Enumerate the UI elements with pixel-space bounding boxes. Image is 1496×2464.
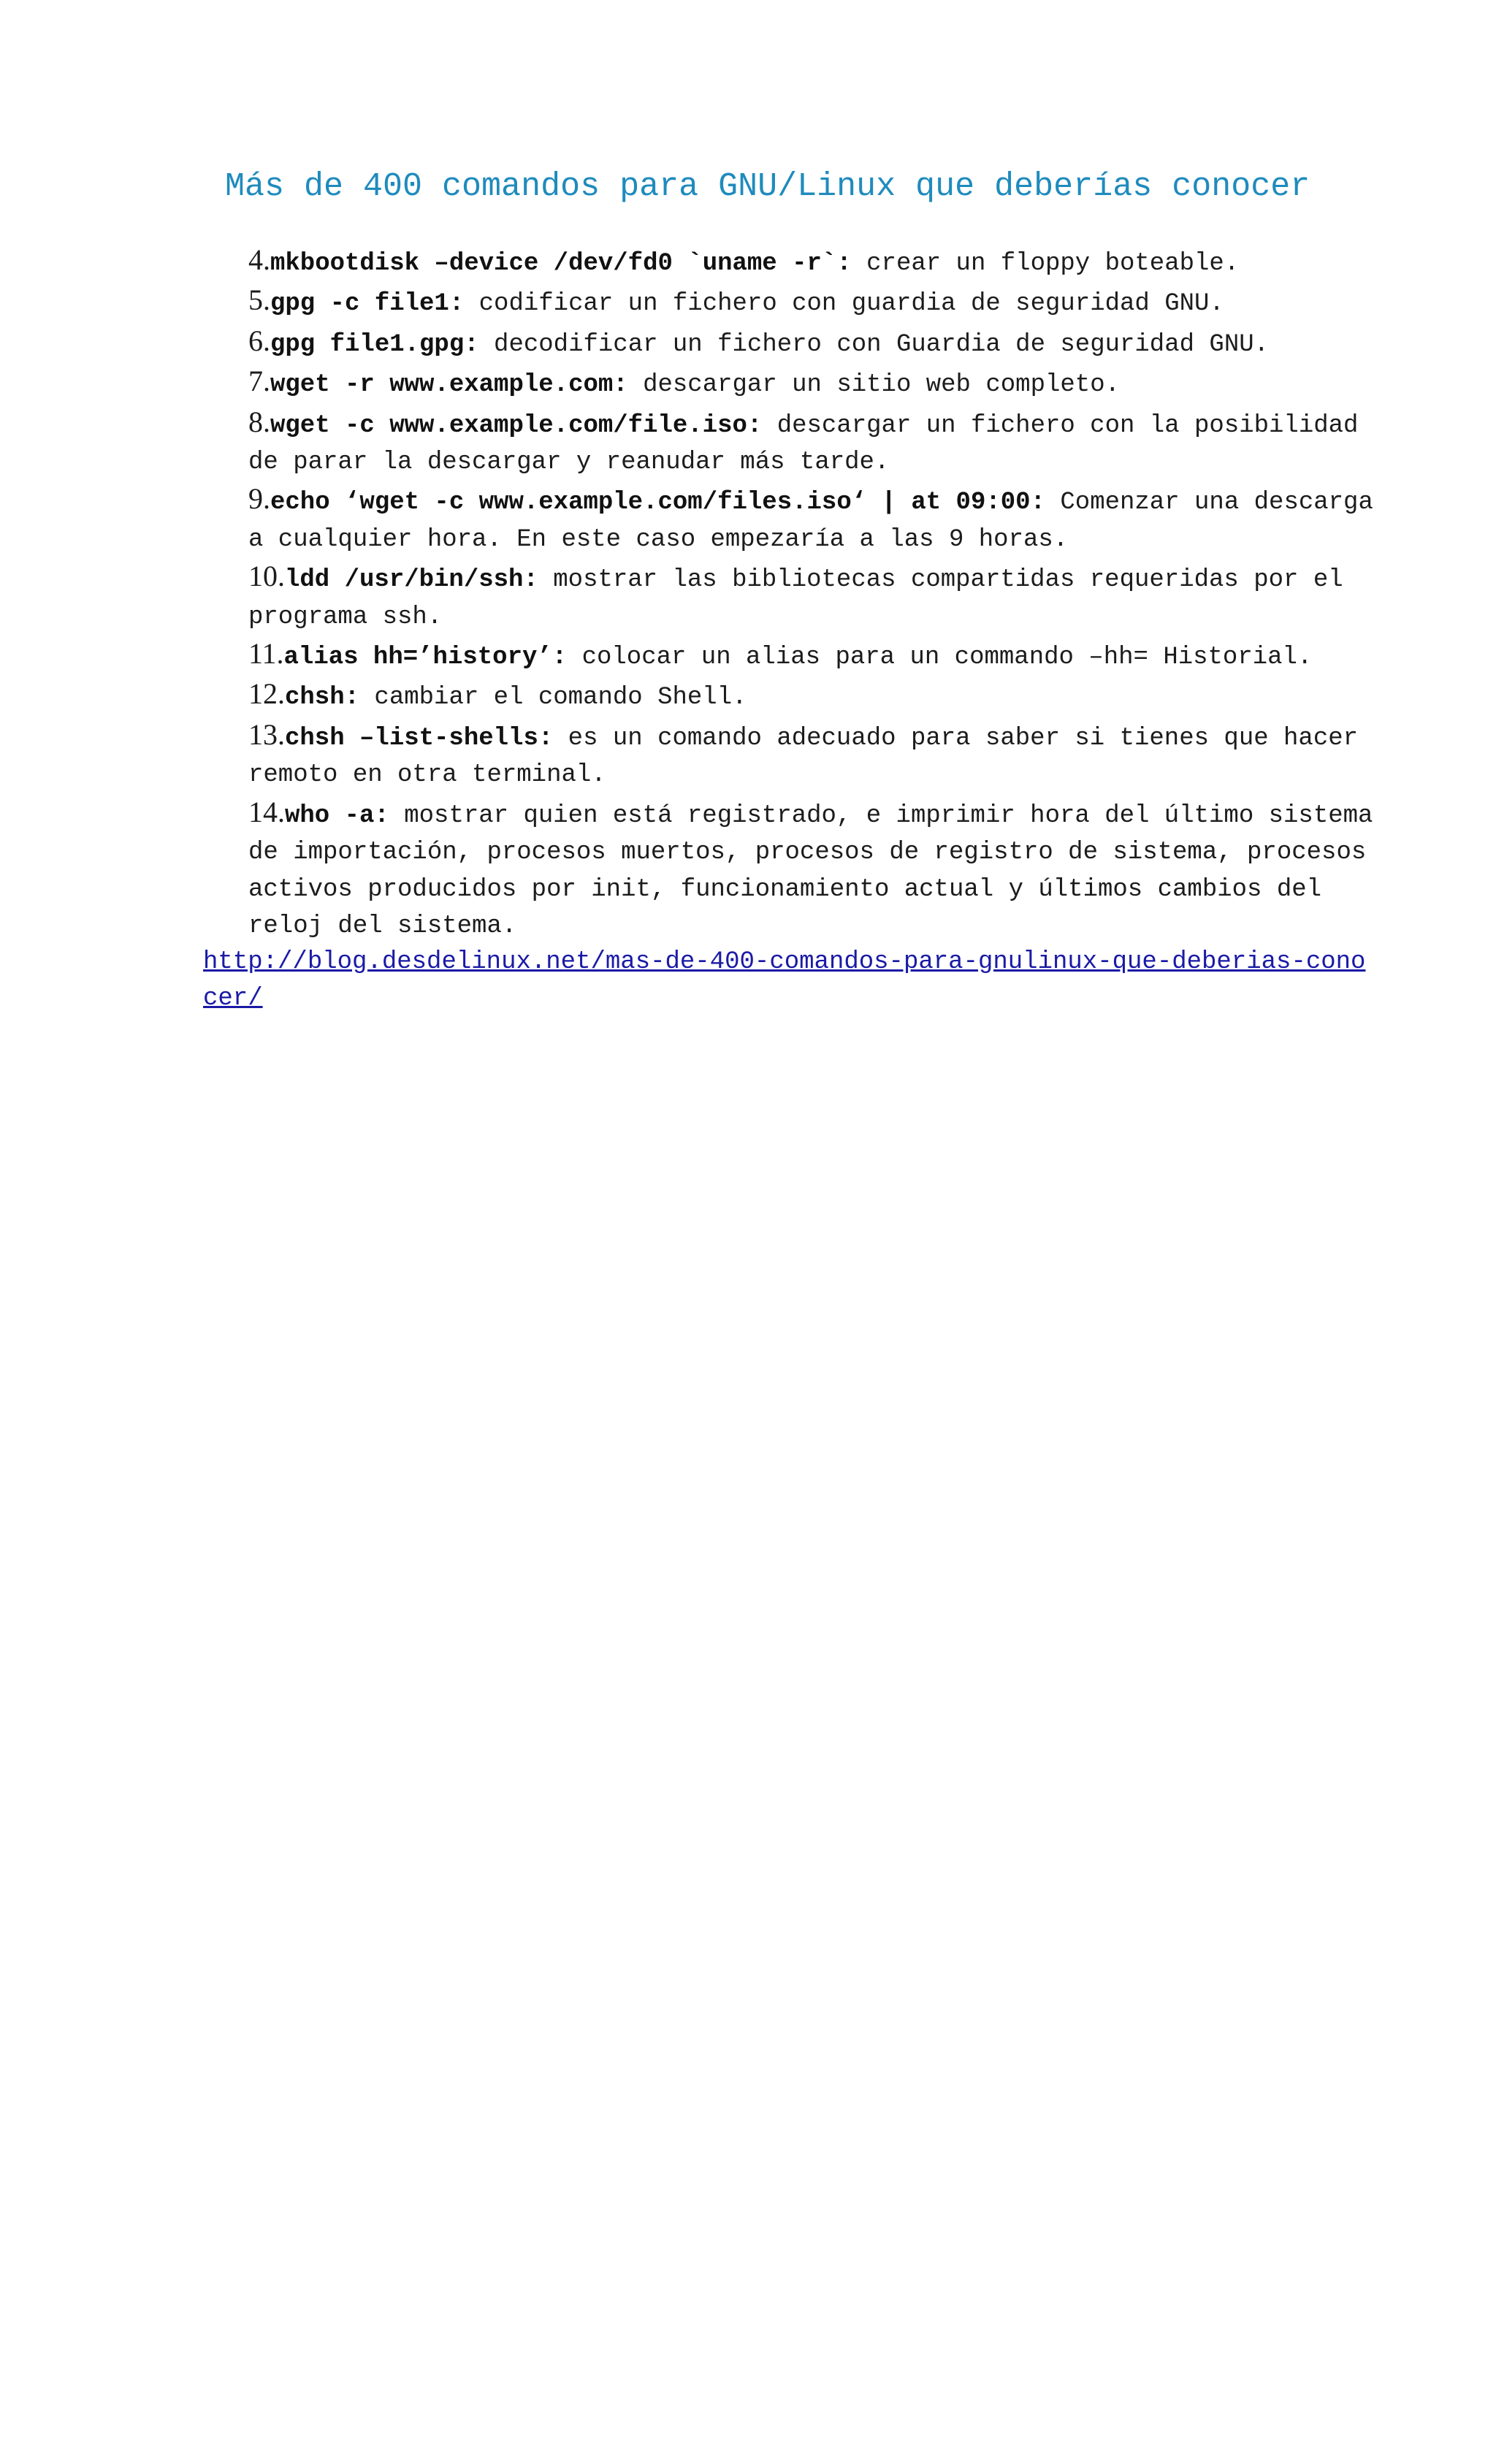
command-text: gpg -c file1: bbox=[270, 290, 465, 319]
command-description: es un comando adecuado para saber si tienes que hacer remoto en otra terminal. bbox=[248, 724, 1359, 790]
document-title: Más de 400 comandos para GNU/Linux que deberías conocer bbox=[225, 168, 1310, 205]
command-list bbox=[248, 242, 1373, 945]
command-description: mostrar las bibliotecas compartidas requeridas por el programa ssh. bbox=[248, 566, 1343, 631]
command-description: mostrar quien está registrado, e imprimir hora del último sistema de importación, procesos muertos, procesos de registro de sistema, procesos activos producidos por init, funcionamiento actual y últimos cambios del reloj del sistema. bbox=[248, 801, 1373, 940]
command-text: echo ‘wget -c www.example.com/files.iso‘ | at 09:00: bbox=[270, 489, 1045, 517]
list-item bbox=[248, 404, 1373, 481]
list-item bbox=[248, 363, 1373, 403]
list-item bbox=[248, 794, 1373, 945]
command-text: wget -c www.example.com/file.iso: bbox=[270, 411, 763, 440]
item-number: 4. bbox=[248, 243, 270, 276]
list-item bbox=[248, 717, 1373, 794]
list-item bbox=[248, 242, 1373, 282]
command-text: gpg file1.gpg: bbox=[270, 330, 479, 359]
command-text: wget -r www.example.com: bbox=[270, 371, 628, 400]
command-text: who -a: bbox=[285, 801, 389, 830]
item-number: 9. bbox=[248, 482, 270, 516]
command-text: ldd /usr/bin/ssh: bbox=[285, 566, 538, 595]
item-number: 6. bbox=[248, 324, 270, 357]
list-item bbox=[248, 558, 1373, 636]
list-item bbox=[248, 323, 1373, 363]
command-description: crear un floppy boteable. bbox=[851, 250, 1240, 278]
list-item bbox=[248, 636, 1373, 676]
item-number: 14. bbox=[248, 795, 285, 828]
source-link[interactable]: http://blog.desdelinux.net/mas-de-400-comandos-para-gnulinux-que-deberias-conocer/ bbox=[203, 948, 1366, 1013]
item-number: 8. bbox=[248, 405, 270, 438]
item-number: 11. bbox=[248, 637, 284, 671]
item-number: 10. bbox=[248, 560, 285, 593]
command-description: cambiar el comando Shell. bbox=[359, 684, 747, 712]
command-description: codificar un fichero con guardia de seguridad GNU. bbox=[464, 290, 1224, 319]
command-description: descargar un fichero con la posibilidad de parar la descargar y reanudar más tarde. bbox=[248, 411, 1359, 477]
item-number: 7. bbox=[248, 365, 270, 398]
list-item bbox=[248, 676, 1373, 716]
command-description: Comenzar una descarga a cualquier hora. En este caso empezaría a las 9 horas. bbox=[248, 489, 1373, 554]
list-item bbox=[248, 282, 1373, 322]
item-number: 12. bbox=[248, 677, 285, 711]
item-number: 13. bbox=[248, 717, 285, 751]
list-item bbox=[248, 481, 1373, 558]
command-text: mkbootdisk –device /dev/fd0 `uname -r`: bbox=[270, 250, 852, 278]
item-number: 5. bbox=[248, 283, 270, 317]
command-description: colocar un alias para un commando –hh= Historial. bbox=[567, 644, 1313, 672]
command-text: chsh –list-shells: bbox=[285, 724, 554, 752]
command-text: chsh: bbox=[285, 684, 360, 712]
command-text: alias hh=’history’: bbox=[283, 644, 568, 672]
command-description: decodificar un fichero con Guardia de seguridad GNU. bbox=[478, 330, 1270, 359]
command-description: descargar un sitio web completo. bbox=[627, 371, 1120, 400]
